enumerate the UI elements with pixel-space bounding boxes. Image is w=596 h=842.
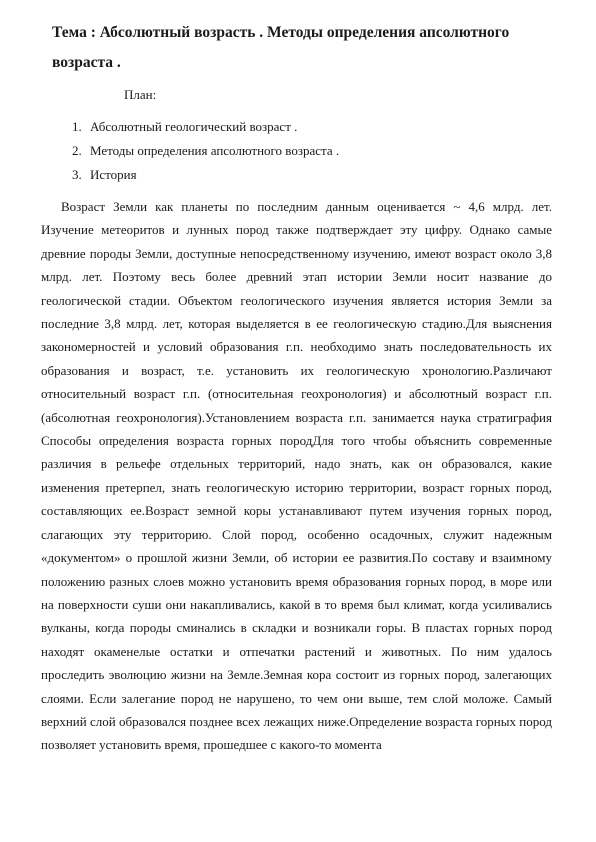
plan-item-text: История (90, 167, 137, 182)
plan-item (72, 142, 339, 166)
plan-item (72, 118, 339, 142)
plan-item (72, 166, 339, 190)
plan-item-text: Абсолютный геологический возраст . (90, 119, 298, 134)
plan-list (72, 118, 339, 190)
plan-label: План: (124, 87, 157, 102)
document-title: Тема : Абсолютный возрасть . Методы определения апсолютного возраста . (52, 24, 510, 71)
plan-item-text: Методы определения апсолютного возраста . (90, 143, 340, 158)
body-paragraph: Возраст Земли как планеты по последним данным оценивается ~ 4,6 млрд. лет. Изучение метеоритов и лунных пород также подтверждает эту цифру. Однако самые древние породы Земли, доступные непосредственному изучению, имеют возраст около 3,8 млрд. лет. Поэтому весь более древний этап истории Земли носит название до геологической стадии. Объектом геологического изучения является история Земли за последние 3,8 млрд. лет, которая выделяется в ее геологическую стадию.Для выяснения закономерностей и условий образования г.п. необходимо знать последовательность их образования и возраст, т.е. установить их геологическую хронологию.Различают относительный возраст г.п. (относительная геохронология) и абсолютный возраст г.п. (абсолютная геохронология).Установлением возраста г.п. занимается наука стратиграфия Способы определения возраста горных породДля того чтобы объяснить современные различия в рельефе отдельных территорий, надо знать, как он образовался, какие изменения претерпел, знать геологическую историю территории, возраст горных пород, составляющих ее.Возраст земной коры устанавливают путем изучения горных пород, слагающих эту территорию. Слой пород, особенно осадочных, служит надежным «документом» о прошлой жизни Земли, об истории ее развития.По составу и взаимному положению разных слоев можно установить время образования горных пород, в море или на поверхности суши они накапливались, какой в то время был климат, когда усиливались вулканы, когда породы сминались в складки и возникали горы. В пластах горных пород находят окаменелые остатки и отпечатки растений и животных. По ним удалось проследить эволюцию жизни на Земле.Земная кора состоит из горных пород, залегающих слоями. Если залегание пород не нарушено, то чем они выше, тем слой моложе. Самый верхний слой образовался позднее всех лежащих ниже.Определение возраста горных пород позволяет установить время, прошедшее с какого-то момента (41, 199, 552, 753)
plan-item-number: 3. (72, 167, 82, 182)
plan-item-number: 2. (72, 143, 82, 158)
plan-item-number: 1. (72, 119, 82, 134)
